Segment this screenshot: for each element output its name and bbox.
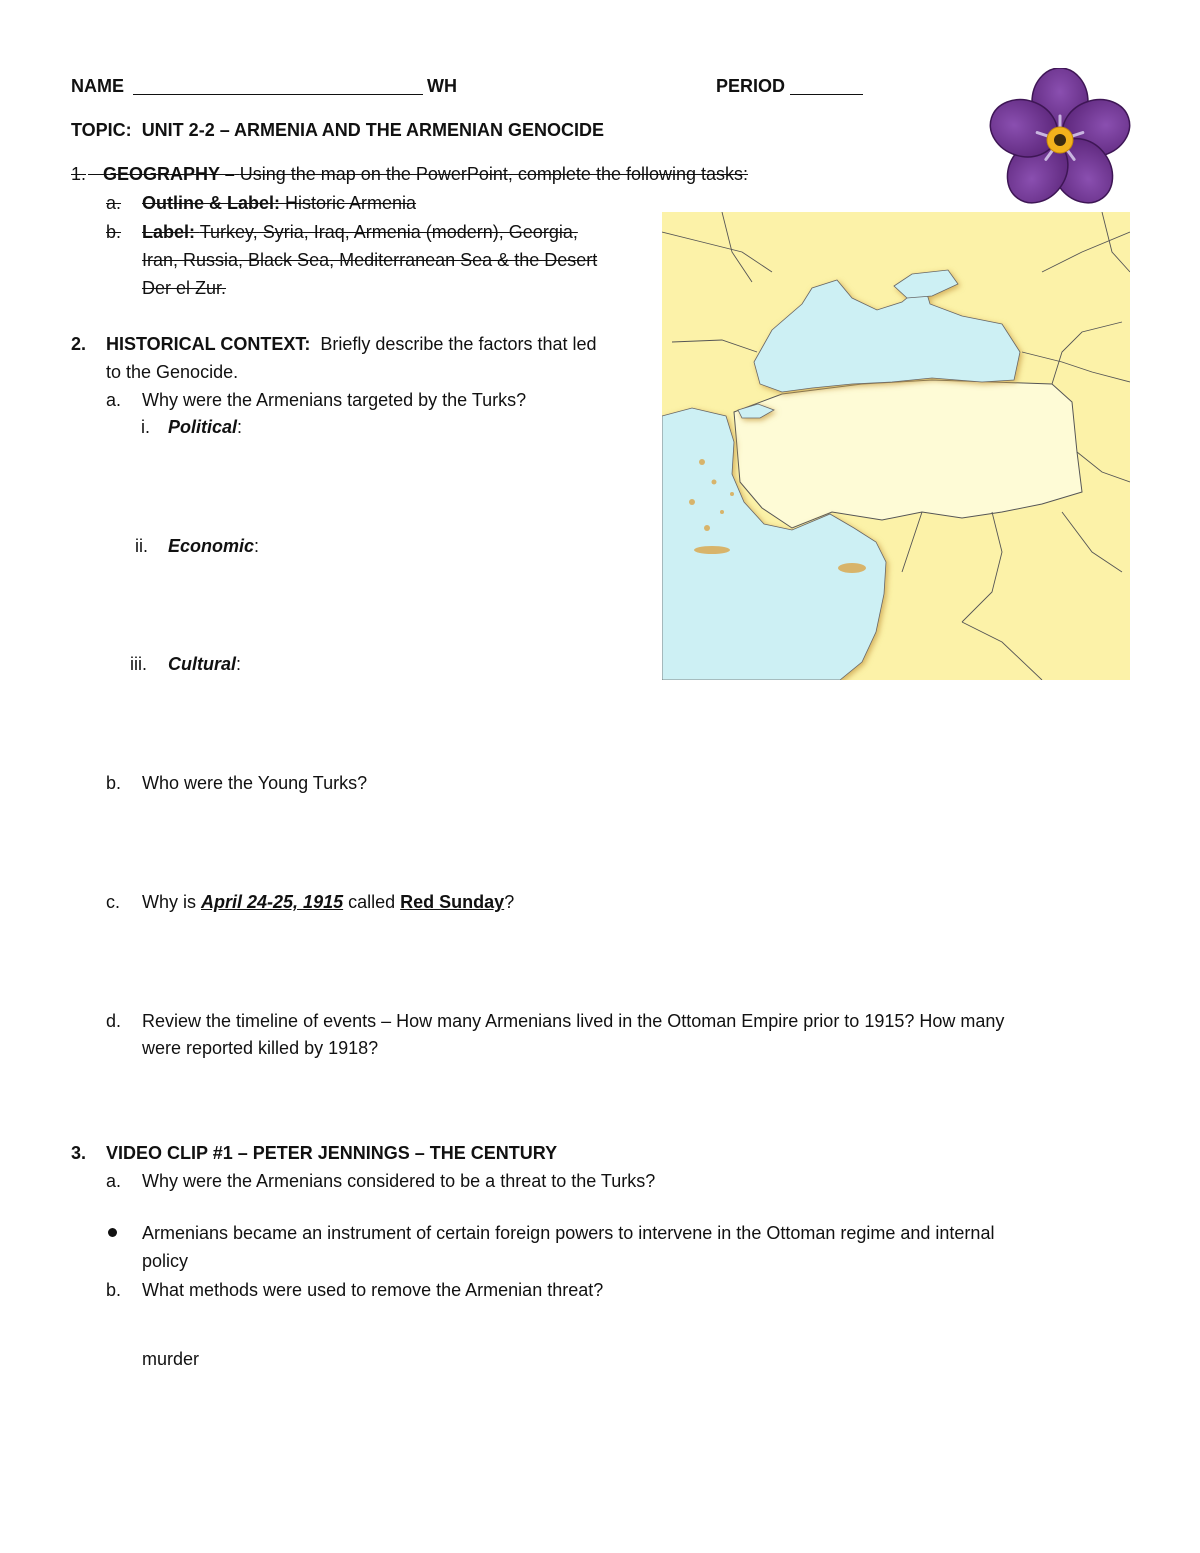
section2-a-marker: a. <box>106 390 122 410</box>
section3-b-text: What methods were used to remove the Armenian threat? <box>142 1280 604 1300</box>
period-label: PERIOD <box>716 76 786 96</box>
answer-murder: murder <box>142 1349 200 1369</box>
section2-line2: to the Genocide. <box>106 362 239 382</box>
section2-a-ii-line <box>168 535 259 557</box>
section2-a-iii-line <box>168 653 241 675</box>
section3-a-marker: a. <box>106 1171 122 1191</box>
bullet-line1: Armenians became an instrument of certain foreign powers to intervene in the Ottoman regime and internal <box>142 1223 995 1243</box>
topic-label <box>71 119 604 141</box>
section2-d-marker: d. <box>106 1011 122 1031</box>
name-blank[interactable] <box>133 78 423 95</box>
section1-b-label: Label: <box>142 222 196 242</box>
cultural-colon: : <box>236 654 242 674</box>
section2-d-line1: Review the timeline of events – How many Armenians lived in the Ottoman Empire prior to 1915? How many <box>142 1011 1005 1031</box>
section1-b-line2: Iran, Russia, Black Sea, Mediterranean Sea & the Desert <box>142 250 598 270</box>
section2-b-text: Who were the Young Turks? <box>142 773 368 793</box>
section2-a-iii-marker: iii. <box>130 654 147 674</box>
economic-colon: : <box>254 536 260 556</box>
section2-c-marker: c. <box>106 892 121 912</box>
section3-heading: VIDEO CLIP #1 – PETER JENNINGS – THE CENTURY <box>106 1143 558 1163</box>
section2-line1 <box>106 333 597 355</box>
bullet-line2: policy <box>142 1251 189 1271</box>
cultural-label: Cultural <box>168 654 237 674</box>
section2-c-mid: called <box>348 892 396 912</box>
section2-a-i-line <box>168 416 242 438</box>
section3-number: 3. <box>71 1143 87 1163</box>
section2-c-line <box>142 891 514 913</box>
topic-prefix: TOPIC: <box>71 120 132 140</box>
section1-b-text1: Turkey, Syria, Iraq, Armenia (modern), Georgia, <box>199 222 578 242</box>
section1-b-line1 <box>142 221 578 243</box>
topic-title: UNIT 2-2 – ARMENIA AND THE ARMENIAN GENOCIDE <box>141 120 605 140</box>
section1-a-marker: a. <box>106 193 122 213</box>
section2-a-text: Why were the Armenians targeted by the Turks? <box>142 390 527 410</box>
economic-label: Economic <box>168 536 255 556</box>
political-label: Political <box>168 417 238 437</box>
section2-a-ii-marker: ii. <box>135 536 148 556</box>
section1-a-label: Outline & Label: <box>142 193 281 213</box>
section2-line1-text: Briefly describe the factors that led <box>320 334 597 354</box>
map-image <box>662 212 1130 680</box>
red-sunday-date: April 24-25, 1915 <box>201 892 344 912</box>
section1-a-line <box>142 192 416 214</box>
section2-a-i-marker: i. <box>141 417 150 437</box>
bullet-dot-icon <box>108 1228 117 1237</box>
section1-line <box>88 163 748 185</box>
forget-me-not-flower-icon <box>985 68 1135 206</box>
section2-d-line2: were reported killed by 1918? <box>142 1038 379 1058</box>
section3-a-text: Why were the Armenians considered to be a threat to the Turks? <box>142 1171 656 1191</box>
section1-heading: GEOGRAPHY – <box>103 164 235 184</box>
section1-b-line3: Der el Zur. <box>142 278 227 298</box>
section1-a-text: Historic Armenia <box>285 193 417 213</box>
period-blank[interactable] <box>790 78 863 95</box>
section3-b-marker: b. <box>106 1280 122 1300</box>
wh-label: WH <box>427 76 457 96</box>
section1-number: 1. <box>71 164 87 184</box>
section2-b-marker: b. <box>106 773 122 793</box>
name-label: NAME <box>71 76 124 96</box>
red-sunday-name: Red Sunday <box>400 892 505 912</box>
section2-c-pre: Why is <box>142 892 196 912</box>
section2-heading: HISTORICAL CONTEXT: <box>106 334 311 354</box>
political-colon: : <box>237 417 243 437</box>
section2-number: 2. <box>71 334 87 354</box>
section1-b-marker: b. <box>106 222 122 242</box>
section1-text: Using the map on the PowerPoint, complete the following tasks: <box>239 164 749 184</box>
section2-c-post: ? <box>504 892 515 912</box>
